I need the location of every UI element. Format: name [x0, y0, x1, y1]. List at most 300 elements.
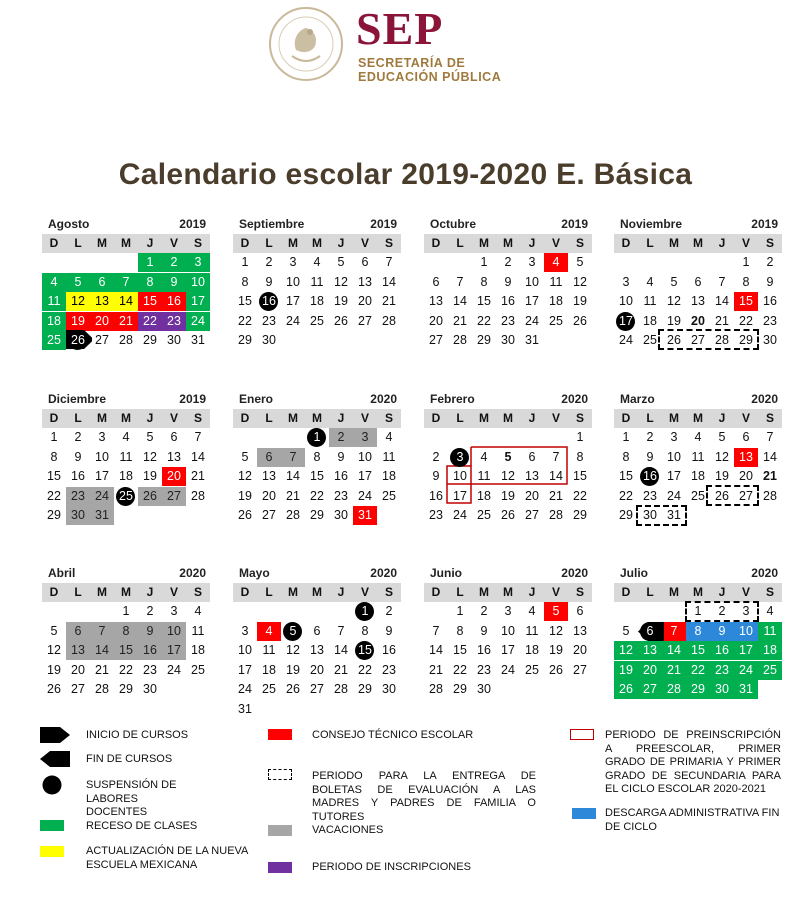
day-cell: 27	[310, 682, 324, 696]
day-cell: 24	[501, 662, 515, 677]
month-abril	[42, 566, 210, 696]
day-cell: 7	[766, 430, 774, 444]
day-cell: 28	[334, 682, 348, 696]
month-header	[614, 392, 782, 408]
boletas-swatch	[268, 769, 292, 780]
vacaciones-swatch	[268, 825, 292, 836]
day-cell: 8	[456, 623, 464, 638]
day-cell: 13	[638, 641, 662, 660]
day-cell: 14	[429, 643, 443, 657]
day-cell: 12	[286, 643, 300, 657]
weekday-label: V	[741, 236, 750, 250]
day-cell: 16	[162, 292, 186, 311]
day-cell: 12	[715, 449, 729, 464]
weekday-label: J	[528, 236, 536, 250]
day-cell: 1	[241, 255, 249, 269]
month-year: 2020	[561, 392, 588, 406]
month-year: 2020	[561, 566, 588, 580]
weekday-label: D	[431, 585, 441, 599]
day-cell: 16	[429, 488, 443, 503]
day-cell: 20	[71, 662, 85, 677]
fin-cursos-icon	[40, 751, 70, 767]
day-cell: 18	[310, 294, 324, 308]
day-cell: 2	[432, 449, 440, 464]
page-title: Calendario escolar 2019-2020 E. Básica	[118, 158, 693, 191]
day-cell: 19	[286, 662, 300, 677]
day-cell: 16	[138, 641, 162, 660]
day-cell: 15	[138, 292, 162, 311]
month-header	[233, 217, 401, 233]
legend-preinscripcion: PERIODO DE PREINSCRIPCIÓN A PREESCOLAR, PRIMER GRADO DE PRIMARIA Y PRIMER GRADO DE SECUNDARIA PARA EL CICLO ESCOLAR 2020-2021	[605, 729, 781, 795]
day-cell: 13	[525, 469, 539, 483]
month-year: 2019	[561, 217, 588, 231]
month-name: Octubre	[430, 217, 477, 231]
day-cell: 11	[42, 292, 66, 311]
day-cell: 26	[667, 333, 681, 347]
month-year: 2019	[179, 392, 206, 406]
boletas-period-box	[658, 329, 759, 350]
day-cell: 15	[47, 469, 61, 483]
weekday-label: M	[97, 411, 107, 425]
day-cell: 8	[361, 623, 369, 638]
weekday-label: D	[621, 236, 631, 250]
day-cell: 3	[98, 430, 106, 444]
weekday-label: J	[528, 585, 536, 599]
day-cell: 9	[766, 274, 774, 289]
month-febrero	[424, 392, 592, 522]
day-cell: 14	[334, 643, 348, 657]
day-cell: 6	[528, 449, 536, 464]
day-cell: 26	[286, 682, 300, 696]
day-cell: 15	[453, 643, 467, 657]
day-cell: 29	[477, 333, 491, 347]
day-cell: 4	[766, 604, 774, 618]
month-name: Diciembre	[48, 392, 107, 406]
day-cell: 7	[662, 622, 686, 641]
day-cell: 27	[162, 487, 186, 506]
legend-vacaciones: VACACIONES	[312, 824, 384, 836]
day-cell: 9	[162, 273, 186, 292]
day-cell: 6	[90, 273, 114, 292]
day-cell: 11	[119, 449, 133, 464]
day-cell: 6	[576, 604, 584, 618]
day-cell: 10	[186, 273, 210, 292]
weekday-label: J	[337, 585, 345, 599]
month-name: Marzo	[620, 392, 655, 406]
day-cell: 25	[525, 662, 539, 677]
day-cell: 8	[50, 449, 58, 464]
day-cell: 9	[138, 622, 162, 641]
day-cell: 5	[576, 255, 584, 269]
day-cell: 27	[71, 682, 85, 696]
day-cell: 29	[573, 508, 587, 522]
day-cell: 2	[146, 604, 154, 618]
day-cell: 2	[766, 255, 774, 269]
day-cell: 1	[622, 430, 630, 444]
day-cell: 1	[694, 604, 702, 618]
day-cell: 20	[310, 662, 324, 677]
weekday-label: M	[693, 236, 703, 250]
day-cell: 23	[66, 487, 90, 506]
day-cell: 29	[739, 333, 753, 347]
day-cell: 21	[334, 662, 348, 677]
day-cell: 14	[382, 274, 396, 289]
month-year: 2020	[370, 566, 397, 580]
day-cell: 25	[114, 487, 138, 506]
day-cell: 15	[310, 469, 324, 483]
day-cell: 18	[758, 641, 782, 660]
month-header	[42, 566, 210, 582]
weekday-label: S	[384, 411, 393, 425]
day-cell: 29	[238, 333, 252, 347]
day-cell: 1	[480, 255, 488, 269]
day-cell: 20	[429, 313, 443, 328]
day-cell: 20	[525, 488, 539, 503]
day-cell: 31	[238, 701, 252, 716]
day-cell: 16	[257, 292, 281, 311]
day-cell: 5	[66, 273, 90, 292]
day-cell: 20	[262, 488, 276, 503]
weekday-label: M	[479, 411, 489, 425]
weekday-label: V	[169, 411, 178, 425]
weekday-header	[424, 234, 592, 253]
day-cell: 16	[763, 294, 777, 308]
month-name: Abril	[48, 566, 76, 580]
day-cell: 16	[638, 467, 662, 486]
day-cell: 28	[286, 508, 300, 522]
day-cell: 1	[122, 604, 130, 618]
day-cell: 8	[241, 274, 249, 289]
weekday-label: S	[384, 236, 393, 250]
day-cell: 3	[622, 274, 630, 289]
weekday-label: L	[265, 585, 273, 599]
weekday-label: D	[240, 236, 250, 250]
weekday-label: L	[456, 585, 464, 599]
month-year: 2019	[370, 217, 397, 231]
day-cell: 12	[47, 643, 61, 657]
weekday-label: V	[169, 585, 178, 599]
mexico-seal-icon	[268, 6, 344, 82]
day-cell: 25	[42, 331, 66, 350]
day-cell: 27	[262, 508, 276, 522]
day-cell: 1	[50, 430, 58, 444]
month-year: 2020	[370, 392, 397, 406]
day-cell: 11	[310, 274, 324, 289]
day-cell: 27	[358, 313, 372, 328]
day-cell: 31	[90, 506, 114, 525]
header	[0, 0, 811, 100]
day-cell: 22	[739, 313, 753, 328]
day-cell: 3	[742, 604, 750, 618]
day-cell: 10	[525, 274, 539, 289]
day-cell: 24	[238, 682, 252, 696]
day-cell: 25	[758, 661, 782, 680]
day-cell: 12	[143, 449, 157, 464]
weekday-label: J	[718, 585, 726, 599]
day-cell: 29	[310, 508, 324, 522]
day-cell: 23	[382, 662, 396, 677]
day-cell: 10	[162, 622, 186, 641]
month-junio	[424, 566, 592, 696]
day-cell: 14	[191, 449, 205, 464]
day-cell: 7	[281, 448, 305, 467]
day-cell: 2	[504, 255, 512, 269]
day-cell: 31	[525, 333, 539, 347]
day-cell: 2	[329, 428, 353, 447]
day-cell: 9	[337, 449, 345, 464]
day-cell: 2	[646, 430, 654, 444]
day-cell: 20	[638, 661, 662, 680]
day-cell: 5	[718, 430, 726, 444]
day-cell: 4	[122, 430, 130, 444]
day-cell: 14	[453, 294, 467, 308]
day-cell: 23	[162, 312, 186, 331]
day-cell: 3	[670, 430, 678, 444]
weekday-label: M	[121, 411, 131, 425]
day-cell: 25	[549, 313, 563, 328]
weekday-label: M	[121, 236, 131, 250]
day-cell: 28	[715, 333, 729, 347]
day-cell: 28	[119, 333, 133, 347]
day-cell: 18	[119, 469, 133, 483]
day-cell: 1	[305, 428, 329, 447]
day-cell: 22	[358, 662, 372, 677]
day-cell: 18	[42, 312, 66, 331]
weekday-label: D	[49, 411, 59, 425]
day-cell: 25	[643, 333, 657, 347]
day-cell: 28	[763, 488, 777, 503]
day-cell: 30	[477, 682, 491, 696]
day-cell: 24	[90, 487, 114, 506]
day-cell: 7	[432, 623, 440, 638]
month-name: Febrero	[430, 392, 475, 406]
day-cell: 20	[739, 469, 753, 483]
day-cell: 16	[334, 469, 348, 483]
month-mayo	[233, 566, 401, 716]
day-cell: 8	[576, 449, 584, 464]
day-cell: 22	[47, 488, 61, 503]
day-cell: 23	[429, 508, 443, 522]
day-cell: 22	[119, 662, 133, 677]
weekday-label: D	[431, 411, 441, 425]
day-cell: 15	[619, 469, 633, 483]
day-cell: 4	[385, 430, 393, 444]
weekday-label: M	[97, 585, 107, 599]
day-cell: 3	[289, 255, 297, 269]
day-cell: 26	[47, 682, 61, 696]
weekday-label: M	[312, 585, 322, 599]
day-cell: 10	[734, 622, 758, 641]
day-cell: 12	[334, 274, 348, 289]
day-cell: 16	[710, 641, 734, 660]
weekday-header	[233, 583, 401, 602]
day-cell: 28	[662, 680, 686, 699]
day-cell: 3	[170, 604, 178, 618]
weekday-label: V	[741, 411, 750, 425]
day-cell: 17	[667, 469, 681, 483]
day-cell: 7	[385, 255, 393, 269]
month-year: 2020	[179, 566, 206, 580]
day-cell: 16	[477, 643, 491, 657]
day-cell: 19	[614, 661, 638, 680]
day-cell: 5	[281, 622, 305, 641]
weekday-label: L	[265, 411, 273, 425]
day-cell: 30	[501, 333, 515, 347]
month-header	[233, 392, 401, 408]
day-cell: 7	[337, 623, 345, 638]
day-cell: 25	[477, 508, 491, 522]
legend-descarga: DESCARGA ADMINISTRATIVA FIN DE CICLO	[605, 807, 780, 833]
legend-fin: FIN DE CURSOS	[86, 753, 173, 765]
day-cell: 22	[686, 661, 710, 680]
day-cell: 20	[573, 643, 587, 657]
weekday-label: J	[337, 236, 345, 250]
day-cell: 10	[667, 449, 681, 464]
weekday-header	[614, 583, 782, 602]
weekday-header	[614, 409, 782, 428]
weekday-label: V	[360, 236, 369, 250]
weekday-label: D	[240, 585, 250, 599]
day-cell: 25	[691, 488, 705, 503]
weekday-label: S	[384, 585, 393, 599]
day-cell: 11	[758, 622, 782, 641]
day-cell: 13	[90, 292, 114, 311]
day-cell: 17	[286, 294, 300, 308]
weekday-label: V	[360, 585, 369, 599]
day-cell: 29	[453, 682, 467, 696]
day-cell: 23	[710, 661, 734, 680]
legend-consejo: CONSEJO TÉCNICO ESCOLAR	[312, 729, 474, 741]
day-cell: 28	[549, 508, 563, 522]
day-cell: 10	[95, 449, 109, 464]
day-cell: 27	[429, 333, 443, 347]
weekday-header	[233, 234, 401, 253]
day-cell: 6	[638, 622, 662, 641]
day-cell: 3	[528, 255, 536, 269]
month-header	[614, 217, 782, 233]
legend-receso: RECESO DE CLASES	[86, 820, 198, 832]
weekday-header	[424, 409, 592, 428]
weekday-header	[42, 234, 210, 253]
day-cell: 23	[643, 488, 657, 503]
month-agosto	[42, 217, 210, 347]
weekday-label: M	[669, 236, 679, 250]
day-cell: 5	[670, 274, 678, 289]
month-header	[42, 392, 210, 408]
legend-inscripciones: PERIODO DE INSCRIPCIONES	[312, 861, 471, 873]
day-cell: 4	[480, 449, 488, 464]
day-cell: 21	[429, 662, 443, 677]
day-cell: 24	[734, 661, 758, 680]
day-cell: 15	[114, 641, 138, 660]
day-cell: 13	[734, 448, 758, 467]
weekday-label: D	[240, 411, 250, 425]
day-cell: 9	[265, 274, 273, 289]
day-cell: 13	[429, 294, 443, 308]
weekday-label: L	[456, 236, 464, 250]
day-cell: 17	[734, 641, 758, 660]
day-cell: 13	[310, 643, 324, 657]
day-cell: 2	[480, 604, 488, 618]
day-cell: 10	[619, 294, 633, 308]
weekday-label: S	[765, 411, 774, 425]
day-cell: 29	[143, 333, 157, 347]
day-cell: 21	[114, 312, 138, 331]
month-header	[424, 566, 592, 582]
day-cell: 8	[138, 273, 162, 292]
day-cell: 21	[286, 488, 300, 503]
day-cell: 3	[504, 604, 512, 618]
inicio-cursos-icon	[40, 727, 70, 743]
day-cell: 6	[742, 430, 750, 444]
day-cell: 26	[501, 508, 515, 522]
weekday-label: J	[718, 411, 726, 425]
weekday-label: M	[97, 236, 107, 250]
day-cell: 21	[382, 294, 396, 308]
day-cell: 5	[146, 430, 154, 444]
day-cell: 15	[477, 294, 491, 308]
weekday-label: M	[669, 585, 679, 599]
day-cell: 21	[453, 313, 467, 328]
weekday-label: S	[575, 411, 584, 425]
day-cell: 14	[662, 641, 686, 660]
day-cell: 21	[95, 662, 109, 677]
day-cell: 13	[358, 274, 372, 289]
weekday-label: L	[646, 585, 654, 599]
day-cell: 11	[525, 623, 539, 638]
day-cell: 6	[432, 274, 440, 289]
day-cell: 21	[763, 469, 777, 483]
month-name: Junio	[430, 566, 462, 580]
suspension-icon	[42, 775, 62, 795]
month-header	[233, 566, 401, 582]
day-cell: 4	[646, 274, 654, 289]
day-cell: 30	[763, 333, 777, 347]
day-cell: 14	[549, 469, 563, 483]
descarga-swatch	[572, 808, 596, 819]
day-cell: 24	[186, 312, 210, 331]
day-cell: 22	[238, 313, 252, 328]
weekday-label: L	[74, 236, 82, 250]
weekday-label: J	[718, 236, 726, 250]
day-cell: 7	[90, 622, 114, 641]
actualizacion-swatch	[40, 846, 64, 857]
preinscripcion-swatch	[570, 729, 594, 740]
weekday-label: J	[337, 411, 345, 425]
day-cell: 14	[715, 294, 729, 308]
day-cell: 18	[191, 643, 205, 657]
day-cell: 24	[167, 662, 181, 677]
day-cell: 4	[194, 604, 202, 618]
day-cell: 5	[50, 623, 58, 638]
day-cell: 27	[95, 333, 109, 347]
day-cell: 26	[549, 662, 563, 677]
day-cell: 19	[47, 662, 61, 677]
day-cell: 27	[573, 662, 587, 677]
day-cell: 19	[715, 469, 729, 483]
day-cell: 30	[66, 506, 90, 525]
day-cell: 6	[313, 623, 321, 638]
month-diciembre	[42, 392, 210, 522]
day-cell: 10	[238, 643, 252, 657]
day-cell: 28	[191, 488, 205, 503]
day-cell: 21	[715, 313, 729, 328]
day-cell: 11	[262, 643, 276, 657]
weekday-label: L	[646, 236, 654, 250]
day-cell: 5	[622, 623, 630, 638]
day-cell: 24	[525, 313, 539, 328]
day-cell: 3	[448, 448, 472, 467]
